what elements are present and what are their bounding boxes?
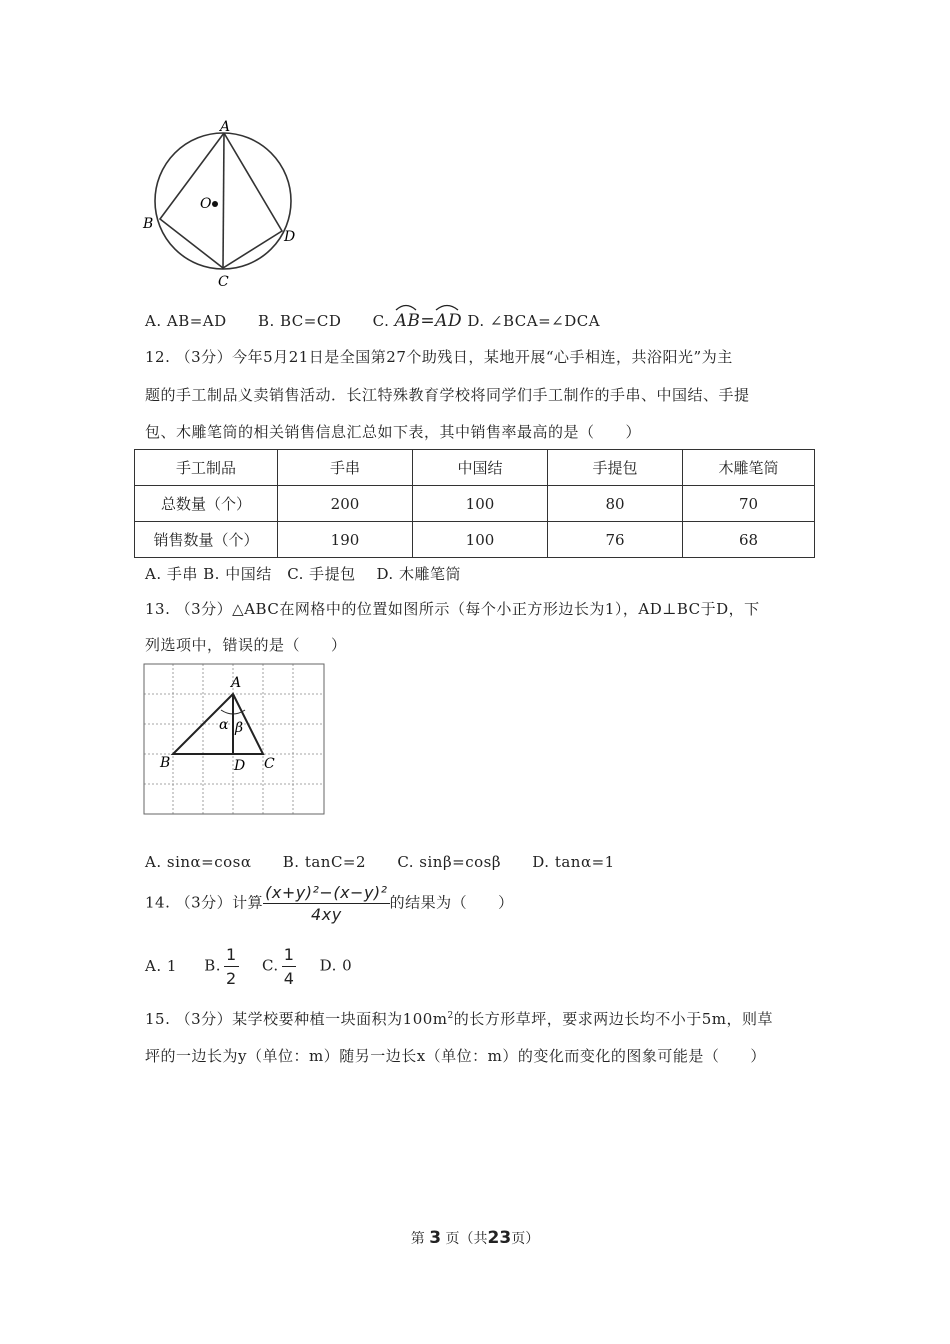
label-b: B <box>143 216 154 232</box>
label-b: B <box>160 755 171 771</box>
q14-denominator: 4xy <box>311 905 342 924</box>
q14-options <box>145 945 352 988</box>
q13-option-c: C. sinβ=cosβ <box>397 853 502 871</box>
arc-mark-icon <box>435 303 459 311</box>
q12-options: A. 手串 B. 中国结 C. 手提包 D. 木雕笔筒 <box>145 565 461 583</box>
table-cell: 70 <box>683 486 815 522</box>
q13-option-b: B. tanC=2 <box>282 853 367 871</box>
q14-numerator: (x+y)²−(x−y)² <box>265 883 388 902</box>
q13-line-1: 13. （3分）△ABC在网格中的位置如图所示（每个小正方形边长为1），AD⊥BC于D，下 <box>145 600 760 618</box>
q13-option-d: D. tanα=1 <box>532 853 615 871</box>
q12-line-3: 包、木雕笔筒的相关销售信息汇总如下表，其中销售率最高的是（ ） <box>145 423 642 441</box>
q14-option-c-fraction: $\frac{1}{4}$ <box>283 945 295 988</box>
table-header-cell: 手工制品 <box>135 450 278 486</box>
q13-option-a: A. sinα=cosα <box>145 853 252 871</box>
table-header-cell: 手提包 <box>548 450 683 486</box>
segment-ac <box>223 133 224 268</box>
table-header-cell: 手串 <box>278 450 413 486</box>
q11-option-c-eq: = <box>420 311 436 331</box>
table-cell: 68 <box>683 522 815 558</box>
q14-suffix: 的结果为（ ） <box>389 893 514 912</box>
table-cell: 总数量（个） <box>135 486 278 522</box>
q14-prefix: 14. （3分）计算 <box>145 893 264 912</box>
label-d: D <box>234 758 246 774</box>
table-cell: 80 <box>548 486 683 522</box>
q13-options <box>145 853 615 871</box>
q14-option-b-prefix: B. <box>204 956 221 975</box>
q15-line-2: 坪的一边长为y（单位：m）随另一边长x（单位：m）的变化而变化的图象可能是（ ） <box>145 1047 766 1065</box>
table-cell: 200 <box>278 486 413 522</box>
circle-figure <box>138 115 308 290</box>
q11-option-c-arc2: AD <box>435 311 462 331</box>
q14-option-a: A. 1 <box>145 956 177 975</box>
label-c: C <box>264 756 275 772</box>
label-o: O <box>200 196 212 212</box>
q11-option-b: B. BC=CD <box>257 312 342 330</box>
label-d: D <box>284 229 296 245</box>
q12-line-2: 题的手工制品义卖销售活动．长江特殊教育学校将同学们手工制作的手串、中国结、手提 <box>145 386 750 404</box>
q11-option-d: D. ∠BCA=∠DCA <box>467 312 601 330</box>
table-cell: 100 <box>413 486 548 522</box>
arc-mark-icon <box>395 303 417 311</box>
q14-line <box>145 883 514 924</box>
q12-line-1: 12. （3分）今年5月21日是全国第27个助残日，某地开展“心手相连，共浴阳光”为主 <box>145 348 733 366</box>
q15-line-1: 15. （3分）某学校要种植一块面积为$100m^2$的长方形草坪，要求两边长均不小于5m，则草 <box>145 1010 774 1028</box>
q14-fraction <box>263 883 389 924</box>
table-cell: 190 <box>278 522 413 558</box>
q14-option-c-prefix: C. <box>261 956 279 975</box>
page-number: 3 <box>429 1228 442 1248</box>
page-footer: 第 3 页（共23页） <box>410 1228 540 1248</box>
label-c: C <box>218 274 229 290</box>
q11-option-c-arc1: AB <box>395 311 421 331</box>
q13-line-2: 列选项中，错误的是（ ） <box>145 636 347 654</box>
label-beta: β <box>235 720 244 736</box>
total-pages: 23 <box>487 1228 512 1248</box>
table-cell: 100 <box>413 522 548 558</box>
q14-option-b-fraction: $\frac{1}{2}$ <box>226 945 237 988</box>
superscript-2: 2 <box>447 1011 454 1021</box>
label-a: A <box>231 675 242 691</box>
sales-table <box>134 449 815 558</box>
q14-option-d: D. 0 <box>319 956 353 975</box>
table-row <box>135 522 815 558</box>
table-cell: 销售数量（个） <box>135 522 278 558</box>
q11-option-a: A. AB=AD <box>145 312 227 330</box>
q11-options <box>145 311 600 331</box>
label-a: A <box>220 119 231 135</box>
table-header-row <box>135 450 815 486</box>
q11-option-c-prefix: C. <box>372 312 390 330</box>
center-point <box>212 201 218 207</box>
table-header-cell: 中国结 <box>413 450 548 486</box>
table-header-cell: 木雕笔筒 <box>683 450 815 486</box>
grid-triangle-figure <box>143 663 325 815</box>
table-row <box>135 486 815 522</box>
quadrilateral-abcd <box>160 133 282 268</box>
table-cell: 76 <box>548 522 683 558</box>
label-alpha: α <box>219 717 229 733</box>
